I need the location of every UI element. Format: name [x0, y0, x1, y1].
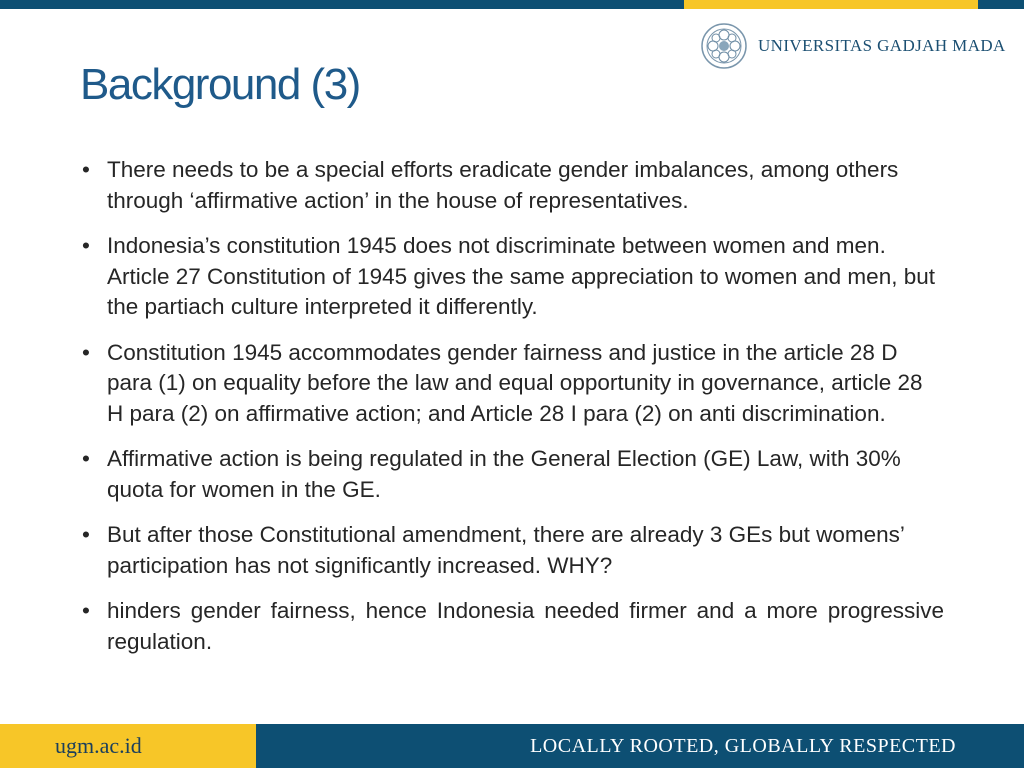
bullet-marker: •	[82, 339, 90, 365]
bullet-marker: •	[82, 157, 90, 182]
bullet-item	[80, 596, 944, 657]
top-bar-blue-end-segment	[978, 0, 1024, 9]
bullet-text: But after those Constitutional amendment, there are already 3 GEs but womens’ participation has not significantly increased. WHY?	[107, 522, 905, 578]
bullet-marker: •	[82, 446, 90, 471]
bullet-text: Indonesia’s constitution 1945 does not discriminate between women and men. Article 27 Constitution of 1945 gives the same appreciation to women and men, but the partiach culture interpreted it differently.	[107, 233, 935, 319]
bullet-item	[80, 338, 944, 430]
footer-bar	[0, 724, 1024, 768]
footer-tagline: LOCALLY ROOTED, GLOBALLY RESPECTED	[530, 735, 956, 757]
ugm-seal-icon	[700, 22, 748, 70]
footer-tagline-panel	[256, 724, 1024, 768]
bullet-item	[80, 444, 944, 505]
bullet-item	[80, 520, 944, 581]
university-name: UNIVERSITAS GADJAH MADA	[758, 36, 1006, 55]
bullet-list	[80, 155, 944, 672]
bullet-text: hinders gender fairness, hence Indonesia needed firmer and a more progressive regulation.	[107, 598, 944, 654]
bullet-marker: •	[82, 522, 90, 547]
top-bar-blue-segment	[0, 0, 684, 9]
slide-title: Background (3)	[80, 60, 360, 109]
bullet-text: Affirmative action is being regulated in the General Election (GE) Law, with 30% quota for women in the GE.	[107, 446, 901, 502]
footer-url: ugm.ac.id	[55, 733, 142, 758]
bullet-text: Constitution 1945 accommodates gender fairness and justice in the article 28 D para (1) on equality before the law and equal opportunity in governance, article 28 H para (2) on affirmative action; and Article 28 I para (2) on anti discrimination.	[107, 339, 923, 426]
top-accent-bar	[0, 0, 1024, 9]
footer-url-panel	[0, 724, 256, 768]
university-logo	[700, 22, 1006, 72]
bullet-item	[80, 155, 944, 216]
top-bar-yellow-segment	[684, 0, 978, 9]
bullet-item	[80, 231, 944, 323]
bullet-marker: •	[82, 598, 90, 623]
bullet-text: There needs to be a special efforts eradicate gender imbalances, among others through ‘affirmative action’ in the house of representatives.	[107, 157, 899, 213]
bullet-marker: •	[82, 233, 90, 258]
